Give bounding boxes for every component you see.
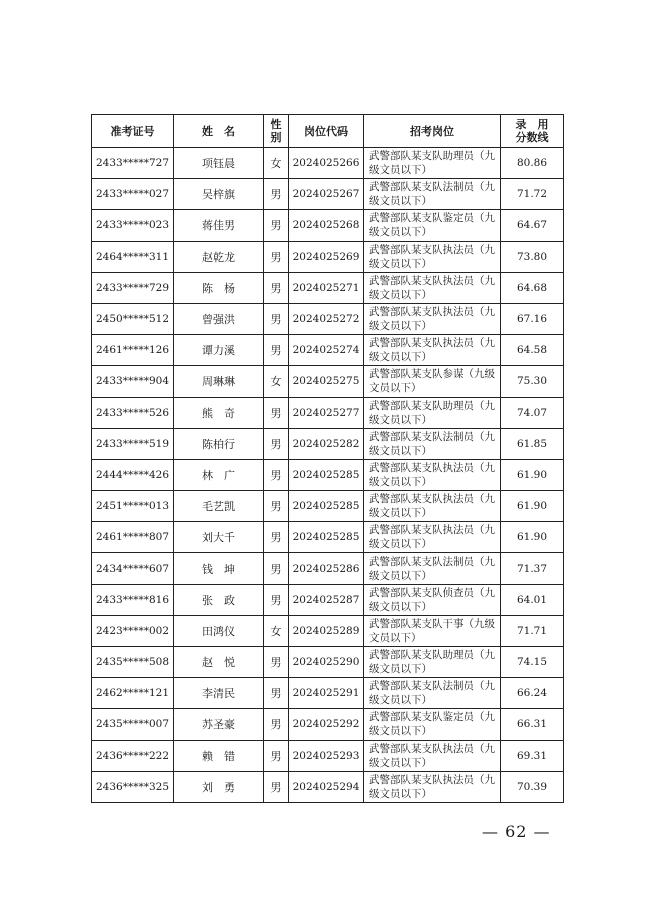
- table-row: [92, 615, 564, 646]
- exam-id-cell: 2451*****013: [92, 491, 174, 522]
- post-code-cell: 2024025293: [289, 740, 364, 771]
- post-cell: 武警部队某支队鉴定员（九级文员以下）: [364, 709, 501, 740]
- post-cell: 武警部队某支队执法员（九级文员以下）: [364, 491, 501, 522]
- exam-id-cell: 2433*****816: [92, 584, 174, 615]
- post-cell: 武警部队某支队参谋（九级文员以下）: [364, 366, 501, 397]
- exam-id-cell: 2434*****607: [92, 553, 174, 584]
- gender-cell: 男: [264, 397, 289, 428]
- post-code-cell: 2024025287: [289, 584, 364, 615]
- post-cell: 武警部队某支队执法员（九级文员以下）: [364, 459, 501, 490]
- table-row: [92, 771, 564, 802]
- gender-cell: 女: [264, 148, 289, 179]
- post-cell: 武警部队某支队执法员（九级文员以下）: [364, 522, 501, 553]
- post-cell: 武警部队某支队执法员（九级文员以下）: [364, 771, 501, 802]
- post-code-cell: 2024025282: [289, 428, 364, 459]
- post-cell: 武警部队某支队鉴定员（九级文员以下）: [364, 210, 501, 241]
- exam-id-cell: 2435*****508: [92, 647, 174, 678]
- post-code-cell: 2024025269: [289, 241, 364, 272]
- table-body: [92, 148, 564, 803]
- exam-id-cell: 2464*****311: [92, 241, 174, 272]
- gender-cell: 男: [264, 335, 289, 366]
- post-code-cell: 2024025285: [289, 491, 364, 522]
- gender-cell: 男: [264, 771, 289, 802]
- name-cell: 曾强洪: [174, 303, 264, 334]
- name-cell: 周琳琳: [174, 366, 264, 397]
- score-cell: 70.39: [501, 771, 564, 802]
- post-code-cell: 2024025274: [289, 335, 364, 366]
- page-number: — 62 —: [482, 822, 551, 841]
- post-code-cell: 2024025266: [289, 148, 364, 179]
- table-row: [92, 522, 564, 553]
- post-code-cell: 2024025291: [289, 678, 364, 709]
- score-cell: 61.85: [501, 428, 564, 459]
- table-row: [92, 366, 564, 397]
- table-row: [92, 678, 564, 709]
- exam-id-cell: 2433*****023: [92, 210, 174, 241]
- post-code-cell: 2024025277: [289, 397, 364, 428]
- post-cell: 武警部队某支队执法员（九级文员以下）: [364, 241, 501, 272]
- score-cell: 64.01: [501, 584, 564, 615]
- score-cell: 80.86: [501, 148, 564, 179]
- score-cell: 74.15: [501, 647, 564, 678]
- table-row: [92, 210, 564, 241]
- score-cell: 73.80: [501, 241, 564, 272]
- post-code-cell: 2024025290: [289, 647, 364, 678]
- exam-id-cell: 2436*****222: [92, 740, 174, 771]
- name-cell: 毛艺凯: [174, 491, 264, 522]
- table-row: [92, 459, 564, 490]
- post-cell: 武警部队某支队执法员（九级文员以下）: [364, 272, 501, 303]
- gender-cell: 男: [264, 709, 289, 740]
- post-cell: 武警部队某支队助理员（九级文员以下）: [364, 148, 501, 179]
- name-cell: 田鸿仪: [174, 615, 264, 646]
- name-cell: 赵 悦: [174, 647, 264, 678]
- post-code-cell: 2024025294: [289, 771, 364, 802]
- gender-cell: 男: [264, 584, 289, 615]
- table-row: [92, 335, 564, 366]
- name-cell: 赖 错: [174, 740, 264, 771]
- post-code-cell: 2024025285: [289, 459, 364, 490]
- score-cell: 75.30: [501, 366, 564, 397]
- post-code-cell: 2024025289: [289, 615, 364, 646]
- post-cell: 武警部队某支队助理员（九级文员以下）: [364, 397, 501, 428]
- name-cell: 李清民: [174, 678, 264, 709]
- exam-id-cell: 2433*****727: [92, 148, 174, 179]
- admission-table: [91, 114, 564, 803]
- table-row: [92, 428, 564, 459]
- gender-cell: 男: [264, 647, 289, 678]
- gender-cell: 女: [264, 615, 289, 646]
- score-cell: 66.24: [501, 678, 564, 709]
- table-row: [92, 740, 564, 771]
- name-cell: 蒋佳男: [174, 210, 264, 241]
- name-cell: 刘大千: [174, 522, 264, 553]
- score-cell: 61.90: [501, 522, 564, 553]
- post-code-cell: 2024025286: [289, 553, 364, 584]
- post-code-cell: 2024025268: [289, 210, 364, 241]
- post-cell: 武警部队某支队干事（九级文员以下）: [364, 615, 501, 646]
- score-cell: 67.16: [501, 303, 564, 334]
- table-row: [92, 241, 564, 272]
- header-exam-id: 准考证号: [92, 115, 174, 148]
- header-post-code: 岗位代码: [289, 115, 364, 148]
- post-cell: 武警部队某支队执法员（九级文员以下）: [364, 303, 501, 334]
- gender-cell: 男: [264, 210, 289, 241]
- gender-cell: 男: [264, 522, 289, 553]
- gender-cell: 男: [264, 241, 289, 272]
- name-cell: 张 政: [174, 584, 264, 615]
- score-cell: 69.31: [501, 740, 564, 771]
- score-cell: 61.90: [501, 459, 564, 490]
- post-code-cell: 2024025285: [289, 522, 364, 553]
- exam-id-cell: 2433*****519: [92, 428, 174, 459]
- gender-cell: 男: [264, 179, 289, 210]
- score-cell: 71.37: [501, 553, 564, 584]
- post-cell: 武警部队某支队法制员（九级文员以下）: [364, 553, 501, 584]
- name-cell: 谭力溪: [174, 335, 264, 366]
- exam-id-cell: 2433*****027: [92, 179, 174, 210]
- name-cell: 陈柏行: [174, 428, 264, 459]
- table-row: [92, 303, 564, 334]
- table-row: [92, 397, 564, 428]
- header-gender: 性别: [264, 115, 289, 148]
- post-cell: 武警部队某支队执法员（九级文员以下）: [364, 335, 501, 366]
- table-row: [92, 491, 564, 522]
- table-row: [92, 553, 564, 584]
- exam-id-cell: 2423*****002: [92, 615, 174, 646]
- name-cell: 项钰晨: [174, 148, 264, 179]
- post-code-cell: 2024025275: [289, 366, 364, 397]
- exam-id-cell: 2461*****126: [92, 335, 174, 366]
- post-code-cell: 2024025272: [289, 303, 364, 334]
- post-code-cell: 2024025271: [289, 272, 364, 303]
- score-cell: 64.58: [501, 335, 564, 366]
- name-cell: 熊 奇: [174, 397, 264, 428]
- header-post: 招考岗位: [364, 115, 501, 148]
- score-cell: 64.68: [501, 272, 564, 303]
- exam-id-cell: 2444*****426: [92, 459, 174, 490]
- exam-id-cell: 2436*****325: [92, 771, 174, 802]
- gender-cell: 男: [264, 553, 289, 584]
- exam-id-cell: 2450*****512: [92, 303, 174, 334]
- table-row: [92, 647, 564, 678]
- gender-cell: 男: [264, 491, 289, 522]
- table-row: [92, 148, 564, 179]
- exam-id-cell: 2435*****007: [92, 709, 174, 740]
- gender-cell: 男: [264, 678, 289, 709]
- table-row: [92, 272, 564, 303]
- header-score: 录 用分数线: [501, 115, 564, 148]
- exam-id-cell: 2461*****807: [92, 522, 174, 553]
- post-cell: 武警部队某支队执法员（九级文员以下）: [364, 740, 501, 771]
- score-cell: 61.90: [501, 491, 564, 522]
- gender-cell: 男: [264, 272, 289, 303]
- table-row: [92, 709, 564, 740]
- exam-id-cell: 2433*****904: [92, 366, 174, 397]
- gender-cell: 男: [264, 428, 289, 459]
- name-cell: 陈 杨: [174, 272, 264, 303]
- score-cell: 66.31: [501, 709, 564, 740]
- exam-id-cell: 2462*****121: [92, 678, 174, 709]
- name-cell: 钱 坤: [174, 553, 264, 584]
- post-cell: 武警部队某支队法制员（九级文员以下）: [364, 678, 501, 709]
- name-cell: 赵乾龙: [174, 241, 264, 272]
- score-cell: 74.07: [501, 397, 564, 428]
- exam-id-cell: 2433*****729: [92, 272, 174, 303]
- table-header-row: [92, 115, 564, 148]
- post-code-cell: 2024025292: [289, 709, 364, 740]
- gender-cell: 女: [264, 366, 289, 397]
- name-cell: 林 广: [174, 459, 264, 490]
- name-cell: 刘 勇: [174, 771, 264, 802]
- post-code-cell: 2024025267: [289, 179, 364, 210]
- gender-cell: 男: [264, 303, 289, 334]
- score-cell: 71.72: [501, 179, 564, 210]
- exam-id-cell: 2433*****526: [92, 397, 174, 428]
- score-cell: 64.67: [501, 210, 564, 241]
- header-name: 姓 名: [174, 115, 264, 148]
- name-cell: 吴梓旗: [174, 179, 264, 210]
- post-cell: 武警部队某支队助理员（九级文员以下）: [364, 647, 501, 678]
- score-cell: 71.71: [501, 615, 564, 646]
- gender-cell: 男: [264, 459, 289, 490]
- post-cell: 武警部队某支队法制员（九级文员以下）: [364, 179, 501, 210]
- gender-cell: 男: [264, 740, 289, 771]
- table-row: [92, 179, 564, 210]
- post-cell: 武警部队某支队侦查员（九级文员以下）: [364, 584, 501, 615]
- post-cell: 武警部队某支队法制员（九级文员以下）: [364, 428, 501, 459]
- name-cell: 苏圣豪: [174, 709, 264, 740]
- table-row: [92, 584, 564, 615]
